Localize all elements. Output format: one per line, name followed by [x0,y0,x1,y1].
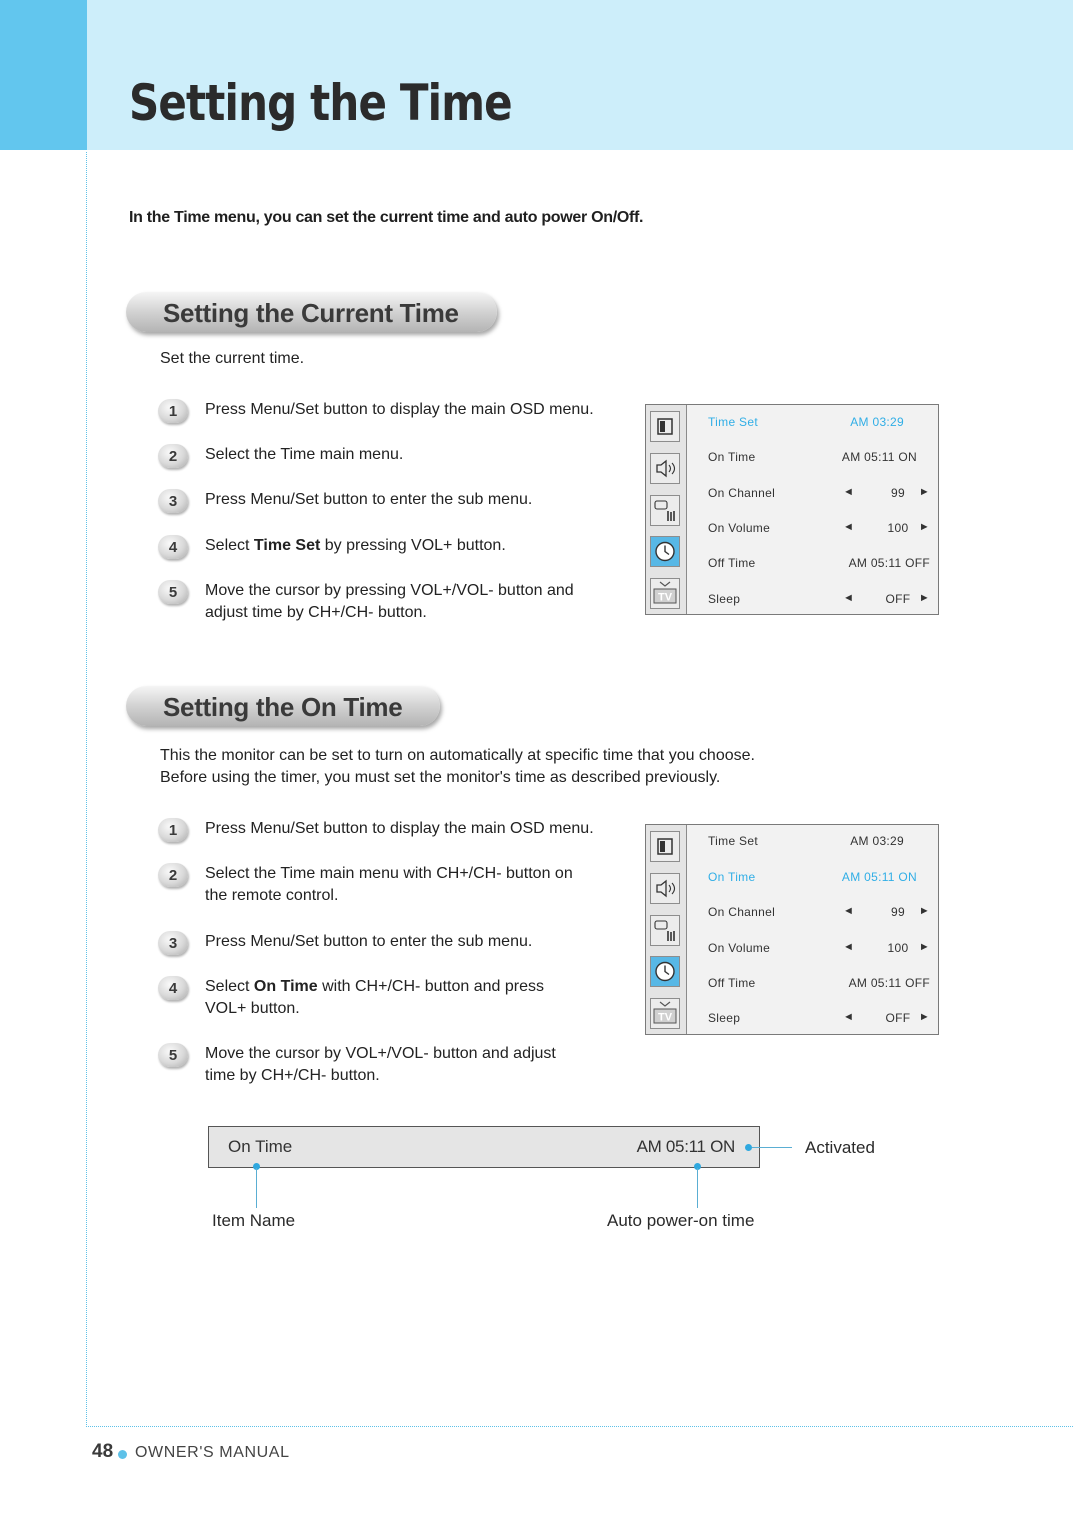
section-heading-on-time [126,686,440,726]
tv-icon [650,578,680,609]
header-tab [0,0,87,150]
osd-row-on-time[interactable]: On Time AM 05:11 ON [708,870,917,884]
osd-row-off-time[interactable]: Off Time AM 05:11 OFF [708,976,930,990]
osd-row-on-channel[interactable]: On Channel ◄ 99 ► [708,905,930,919]
callout-dot-activated [745,1144,752,1151]
left-arrow-icon: ◄ [843,592,855,604]
margin-dotted-line [86,152,87,1425]
step-number-badge: 2 [158,863,188,887]
osd-row-time-set[interactable]: Time Set AM 03:29 [708,834,904,848]
setup-icon [650,915,680,946]
step-text: Select On Time with CH+/CH- button and press VOL+ button. [205,978,544,1017]
osd-icon-column [646,825,687,1034]
section2-lead: This the monitor can be set to turn on automatically at specific time that you choose. Before using the timer, you must set the monitor's time as described previously. [160,747,755,786]
section-heading-label: Setting the Current Time [163,298,459,328]
step-number-badge: 1 [158,818,188,842]
left-arrow-icon: ◄ [843,905,855,917]
intro-text: In the Time menu, you can set the current time and auto power On/Off. [129,209,644,226]
callout-line-auto-time [697,1168,698,1208]
osd-row-off-time[interactable]: Off Time AM 05:11 OFF [708,556,930,570]
clock-icon [650,956,680,987]
step-text: Select the Time main menu with CH+/CH- button on the remote control. [205,865,573,904]
step-text: Select Time Set by pressing VOL+ button. [205,537,506,554]
svg-text:TV: TV [657,1011,673,1024]
page-title: Setting the Time [129,74,512,132]
right-arrow-icon: ► [918,1011,930,1023]
step-number-badge: 1 [158,399,188,423]
right-arrow-icon: ► [918,486,930,498]
right-arrow-icon: ► [918,905,930,917]
tv-icon [650,998,680,1029]
section-heading-label: Setting the On Time [163,692,403,722]
footer-label: OWNER'S MANUAL [135,1444,290,1461]
section1-lead: Set the current time. [160,350,305,367]
step-text: Press Menu/Set button to display the main OSD menu. [205,820,594,837]
bar-item-value: AM 05:11 ON [636,1137,735,1156]
step-text: Select the Time main menu. [205,446,404,463]
osd-row-sleep[interactable]: Sleep ◄ OFF ► [708,1011,930,1025]
page-number: 48 [92,1441,114,1462]
step-number-badge: 4 [158,976,188,1000]
right-arrow-icon: ► [918,521,930,533]
osd-row-on-channel[interactable]: On Channel ◄ 99 ► [708,486,930,500]
callout-auto-power-on-time: Auto power-on time [607,1211,755,1230]
bar-item-name: On Time [228,1137,293,1156]
step-text: Press Menu/Set button to enter the sub menu. [205,933,533,950]
picture-icon [650,831,680,862]
step-number-badge: 3 [158,931,188,955]
osd-menu-on-time [645,824,939,1035]
callout-activated: Activated [805,1138,875,1157]
left-arrow-icon: ◄ [843,521,855,533]
osd-menu-time-set [645,404,939,615]
sound-icon [650,453,680,484]
osd-row-on-volume[interactable]: On Volume ◄ 100 ► [708,521,930,535]
osd-row-on-time[interactable]: On Time AM 05:11 ON [708,450,917,464]
right-arrow-icon: ► [918,592,930,604]
step-number-badge: 5 [158,1043,188,1067]
osd-row-sleep[interactable]: Sleep ◄ OFF ► [708,592,930,606]
osd-row-time-set[interactable]: Time Set AM 03:29 [708,415,904,429]
section-heading-current-time [126,292,497,332]
setup-icon [650,495,680,526]
step-text: Move the cursor by pressing VOL+/VOL- button and adjust time by CH+/CH- button. [205,582,574,621]
callout-line-item-name [256,1168,257,1208]
callout-line-activated [752,1147,792,1148]
step-number-badge: 2 [158,444,188,468]
osd-row-on-volume[interactable]: On Volume ◄ 100 ► [708,941,930,955]
on-time-item-bar [208,1126,760,1168]
clock-icon [650,536,680,567]
footer-dotted-line [86,1426,1073,1427]
sound-icon [650,873,680,904]
step-text: Press Menu/Set button to display the main OSD menu. [205,401,594,418]
step-text: Move the cursor by VOL+/VOL- button and adjust time by CH+/CH- button. [205,1045,556,1084]
footer-bullet [118,1450,127,1459]
right-arrow-icon: ► [918,941,930,953]
step-number-badge: 3 [158,489,188,513]
left-arrow-icon: ◄ [843,1011,855,1023]
osd-icon-column [646,405,687,614]
picture-icon [650,411,680,442]
left-arrow-icon: ◄ [843,941,855,953]
step-number-badge: 4 [158,535,188,559]
step-number-badge: 5 [158,580,188,604]
left-arrow-icon: ◄ [843,486,855,498]
svg-text:TV: TV [657,591,673,604]
step-text: Press Menu/Set button to enter the sub menu. [205,491,533,508]
callout-item-name: Item Name [212,1211,296,1230]
